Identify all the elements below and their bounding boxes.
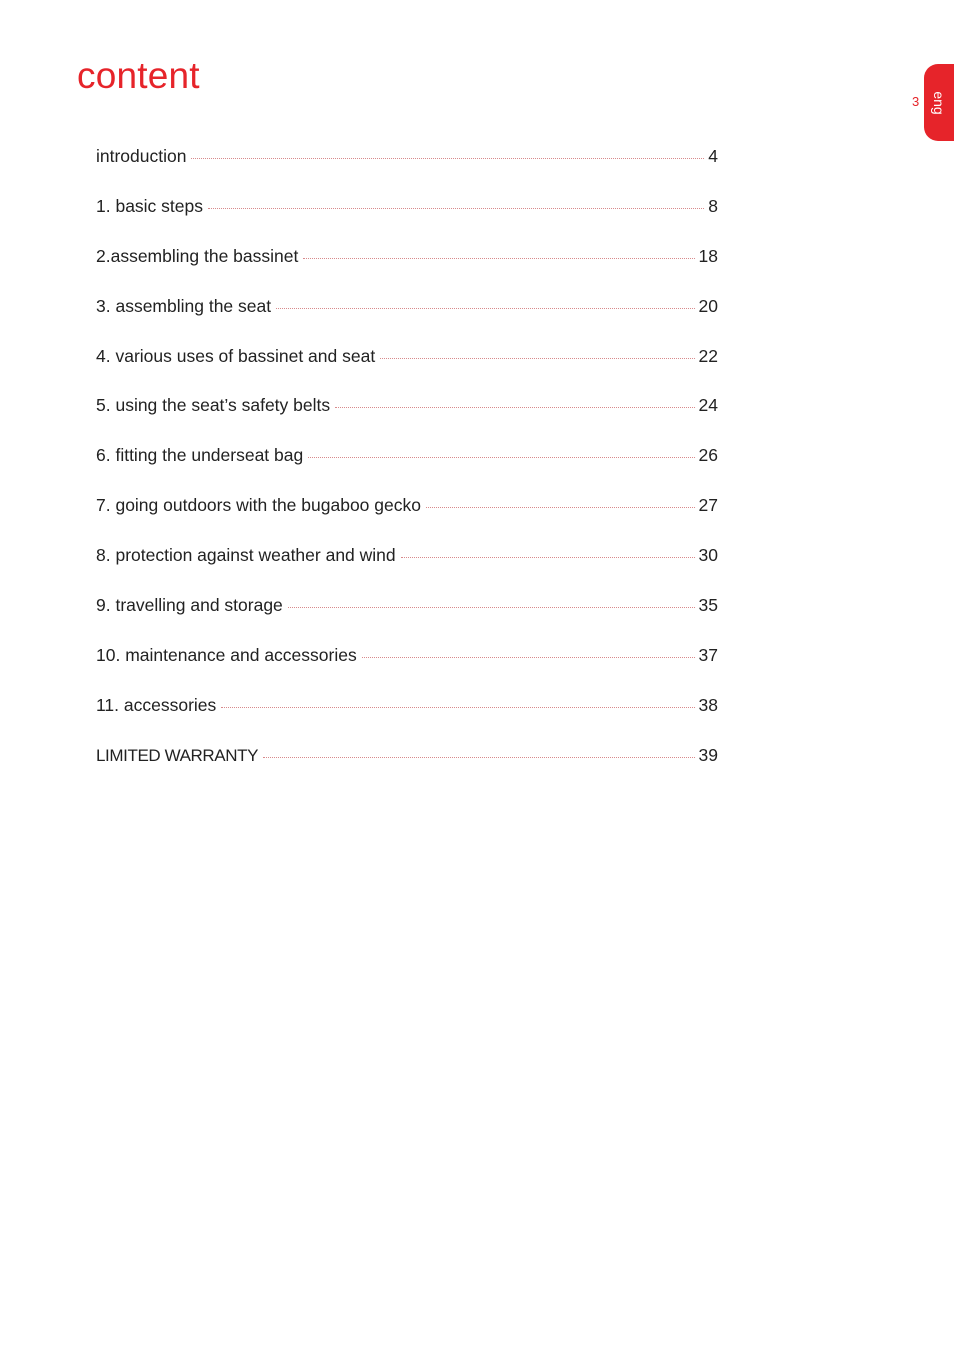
dot-leader: [221, 707, 694, 708]
toc-entry-page: 27: [698, 495, 718, 516]
toc-entry-page: 4: [708, 146, 718, 166]
toc-entry-page: 35: [698, 595, 718, 616]
toc-entry-safety-belts[interactable]: [96, 390, 718, 440]
toc-entry-various-uses[interactable]: [96, 341, 718, 391]
toc-entry-title: 7. going outdoors with the bugaboo gecko: [96, 495, 421, 516]
toc-entry-page: 22: [698, 345, 718, 366]
dot-leader: [308, 457, 694, 458]
toc-entry-title: 11. accessories: [96, 694, 217, 715]
page-number: 3: [912, 94, 920, 109]
toc-entry-going-outdoors[interactable]: [96, 490, 718, 540]
toc-entry-basic-steps[interactable]: [96, 191, 718, 241]
language-tab-label: eng: [931, 90, 947, 115]
toc-entry-page: 37: [698, 644, 718, 665]
toc-entry-title: 5. using the seat’s safety belts: [96, 395, 331, 416]
toc-entry-title: 2.assembling the bassinet: [96, 245, 299, 266]
toc-entry-weather-protection[interactable]: [96, 540, 718, 590]
dot-leader: [335, 407, 694, 408]
dot-leader: [401, 557, 695, 558]
toc-entry-introduction[interactable]: [96, 141, 718, 191]
dot-leader: [276, 308, 694, 309]
toc-entry-travelling-storage[interactable]: [96, 590, 718, 640]
toc-entry-page: 8: [708, 195, 718, 216]
toc-entry-page: 30: [698, 545, 718, 566]
toc-entry-title: 3. assembling the seat: [96, 295, 272, 316]
toc-entry-page: 20: [698, 295, 718, 316]
toc-entry-title: 6. fitting the underseat bag: [96, 445, 304, 466]
toc-entry-maintenance[interactable]: [96, 640, 718, 690]
dot-leader: [426, 507, 695, 508]
dot-leader: [263, 757, 695, 758]
language-tab: [924, 64, 954, 141]
table-of-contents: [96, 141, 718, 790]
toc-entry-page: 26: [698, 445, 718, 466]
dot-leader: [362, 657, 695, 658]
toc-entry-page: 39: [698, 744, 718, 765]
toc-entry-title: introduction: [96, 146, 187, 166]
toc-entry-title: 10. maintenance and accessories: [96, 644, 357, 665]
toc-entry-page: 38: [698, 694, 718, 715]
page-title: content: [77, 55, 200, 96]
dot-leader: [303, 258, 694, 259]
toc-entry-limited-warranty[interactable]: [96, 740, 718, 790]
toc-entry-assembling-seat[interactable]: [96, 291, 718, 341]
dot-leader: [208, 208, 704, 209]
dot-leader: [288, 607, 695, 608]
toc-entry-page: 24: [698, 395, 718, 416]
toc-entry-accessories[interactable]: [96, 690, 718, 740]
toc-entry-title: LIMITED WARRANTY: [96, 745, 259, 765]
dot-leader: [380, 358, 694, 359]
toc-entry-underseat-bag[interactable]: [96, 440, 718, 490]
toc-entry-title: 1. basic steps: [96, 195, 203, 216]
toc-entry-title: 9. travelling and storage: [96, 595, 283, 616]
toc-entry-title: 8. protection against weather and wind: [96, 545, 396, 566]
toc-entry-assembling-bassinet[interactable]: [96, 241, 718, 291]
toc-entry-title: 4. various uses of bassinet and seat: [96, 345, 376, 366]
toc-entry-page: 18: [698, 245, 718, 266]
dot-leader: [191, 158, 704, 159]
